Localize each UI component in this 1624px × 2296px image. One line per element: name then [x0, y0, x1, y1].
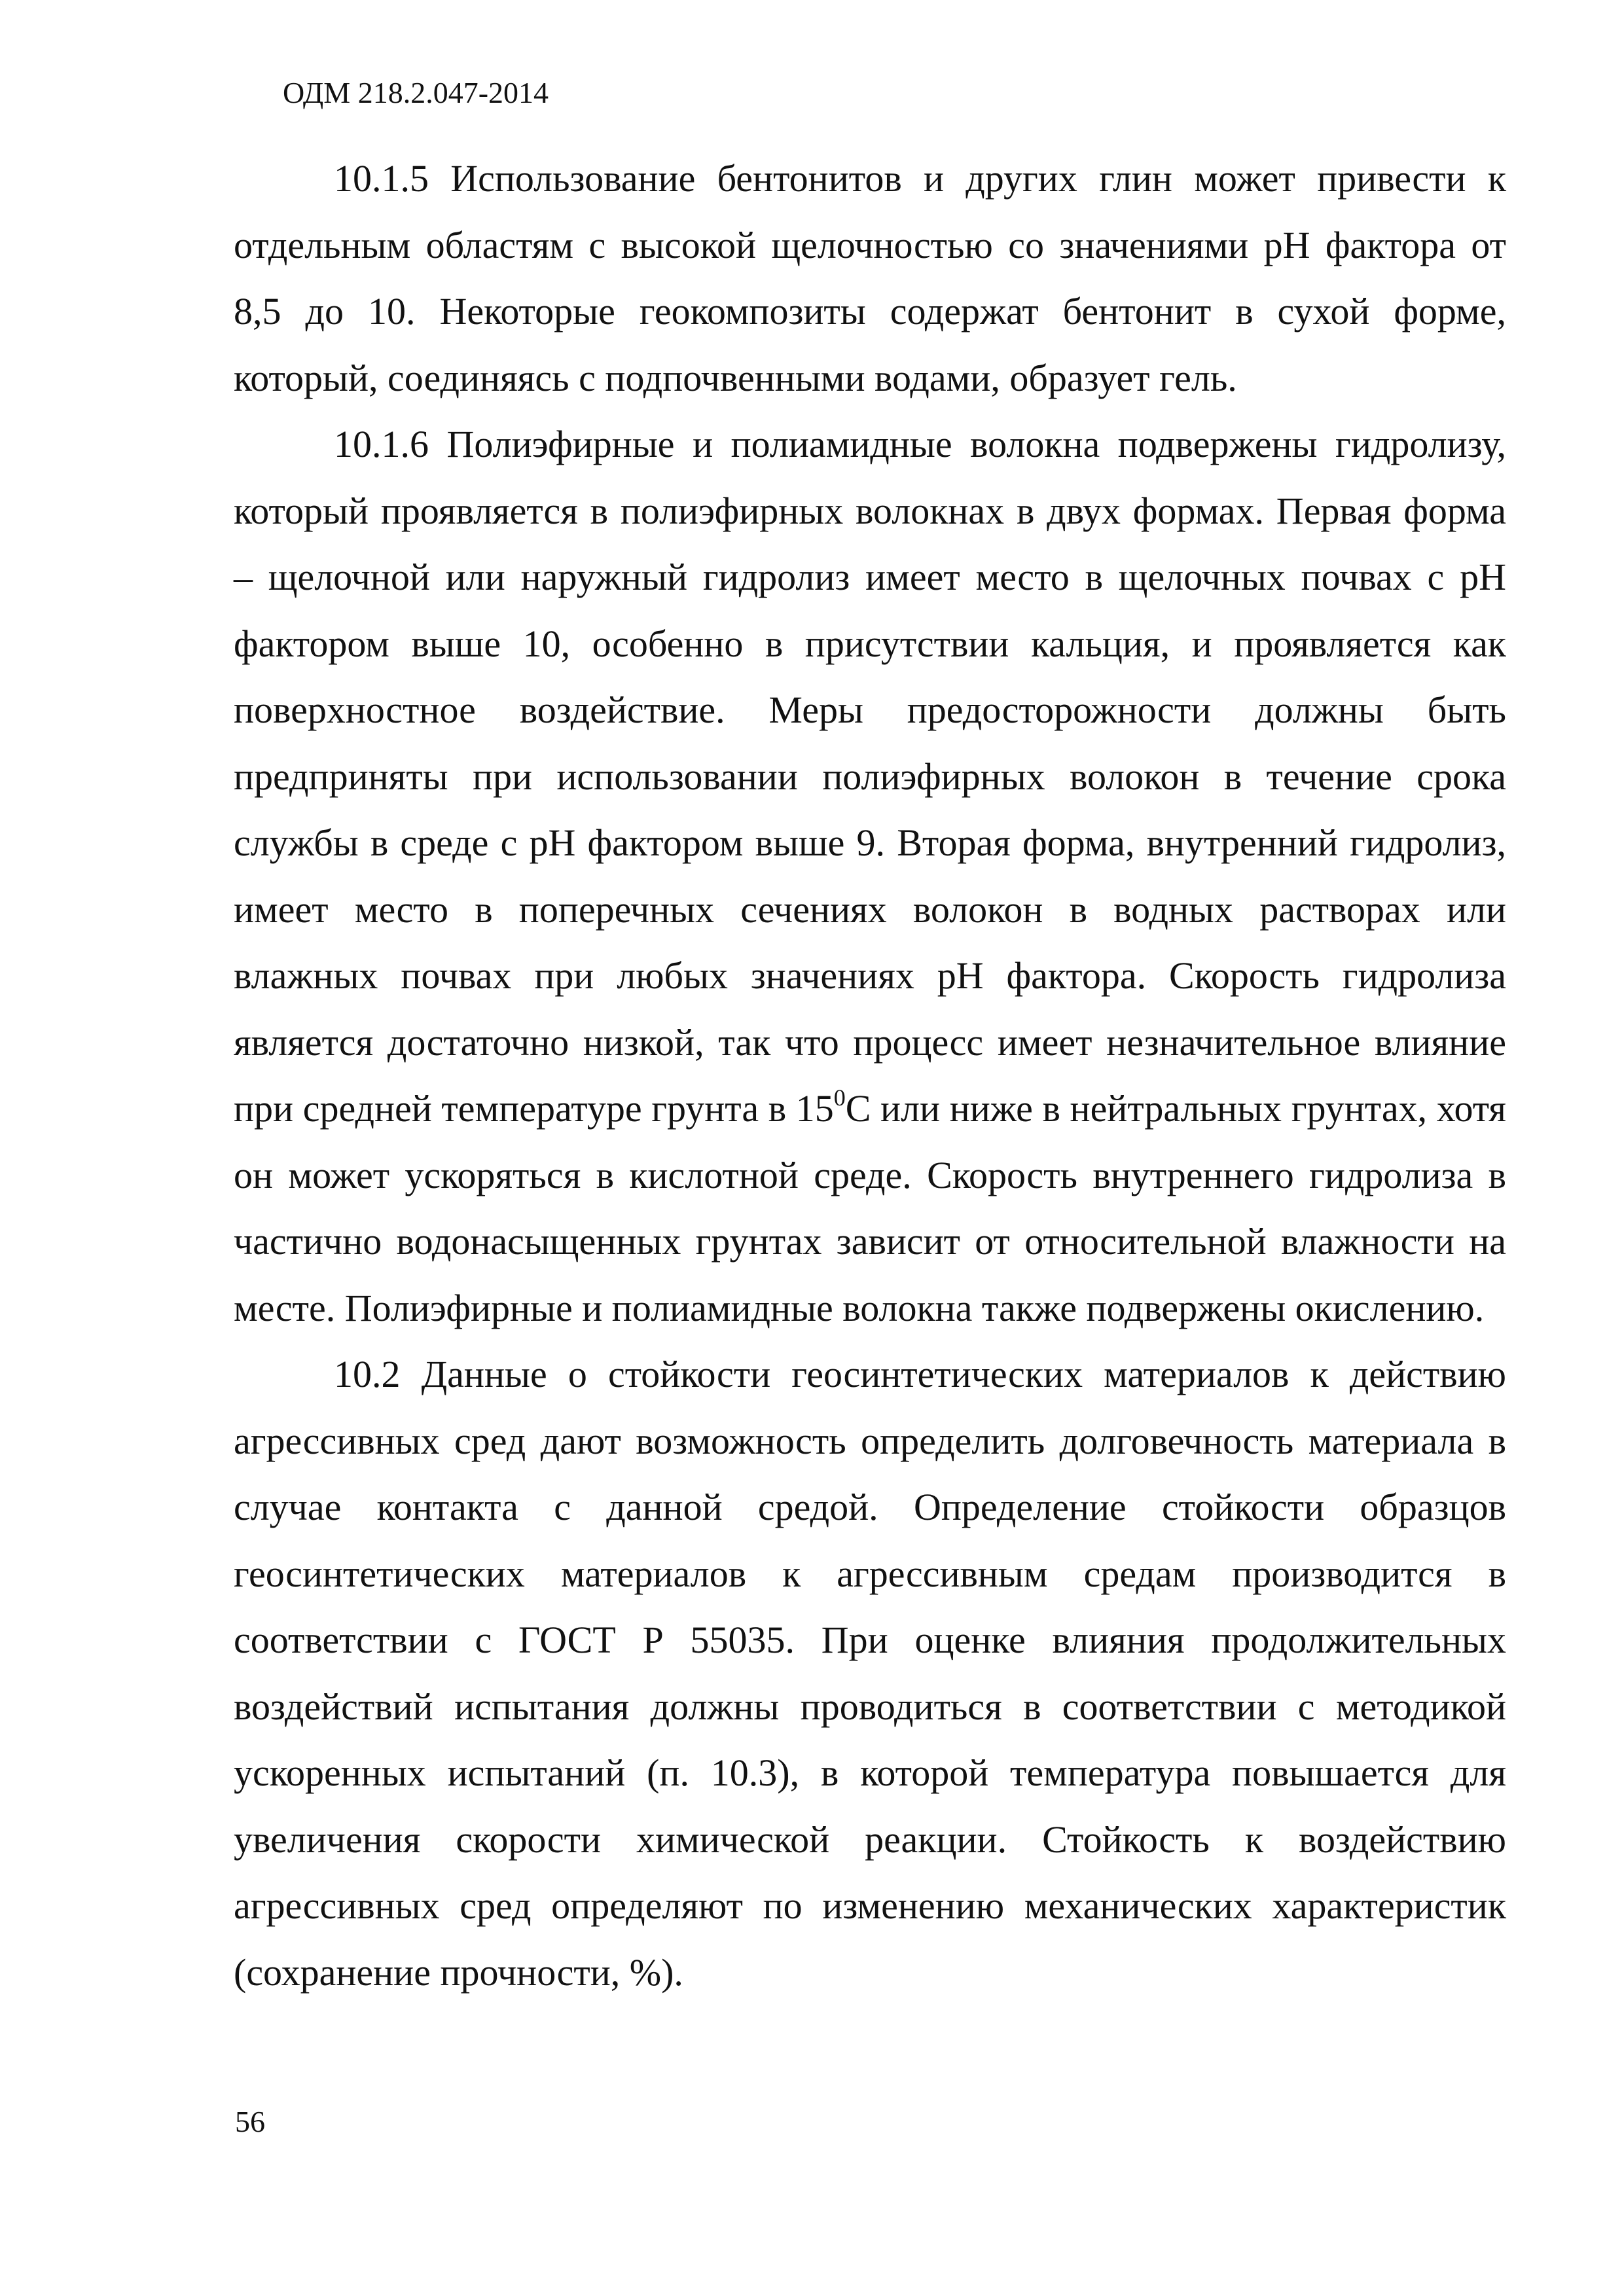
paragraph-10-1-6 [234, 411, 1506, 1341]
paragraph-10-1-6-part-2: С или ниже в нейтральных грунтах, хотя он может ускоряться в кислотной среде. Скорость внутреннего гидролиза в частично водонасыщенных грунтах зависит от относительной влажности на месте. Полиэфирные и полиамидные волокна также подвержены окислению. [234, 1087, 1506, 1329]
paragraph-10-1-6-part-1: 10.1.6 Полиэфирные и полиамидные волокна подвержены гидролизу, который проявляется в полиэфирных волокнах в двух формах. Первая форма – щелочной или наружный гидролиз имеет место в щелочных почвах с pH фактором выше 10, особенно в присутствии кальция, и проявляется как поверхностное воздействие. Меры предосторожности должны быть предприняты при использовании полиэфирных волокон в течение срока службы в среде с pH фактором выше 9. Вторая форма, внутренний гидролиз, имеет место в поперечных сечениях волокон в водных растворах или влажных почвах при любых значениях pH фактора. Скорость гидролиза является достаточно низкой, так что процесс имеет незначительное влияние при средней температуре грунта в 15 [234, 423, 1506, 1130]
page-number: 56 [235, 2105, 265, 2138]
paragraph-10-1-5: 10.1.5 Использование бентонитов и других глин может привести к отдельным областям с высокой щелочностью со значениями pH фактора от 8,5 до 10. Некоторые геокомпозиты содержат бентонит в сухой форме, который, соединяясь с подпочвенными водами, образует гель. [234, 157, 1506, 399]
paragraph-10-2: 10.2 Данные о стойкости геосинтетических материалов к действию агрессивных сред дают возможность определить долговечность материала в случае контакта с данной средой. Определение стойкости образцов геосинтетических материалов к агрессивным средам производится в соответствии с ГОСТ Р 55035. При оценке влияния продолжительных воздействий испытания должны проводиться в соответствии с методикой ускоренных испытаний (п. 10.3), в которой температура повышается для увеличения скорости химической реакции. Стойкость к воздействию агрессивных сред определяют по изменению механических характеристик (сохранение прочности, %). [234, 1353, 1506, 1994]
body-text [234, 145, 1506, 2005]
degree-superscript: 0 [833, 1085, 846, 1111]
document-code-header: ОДМ 218.2.047-2014 [283, 76, 549, 109]
